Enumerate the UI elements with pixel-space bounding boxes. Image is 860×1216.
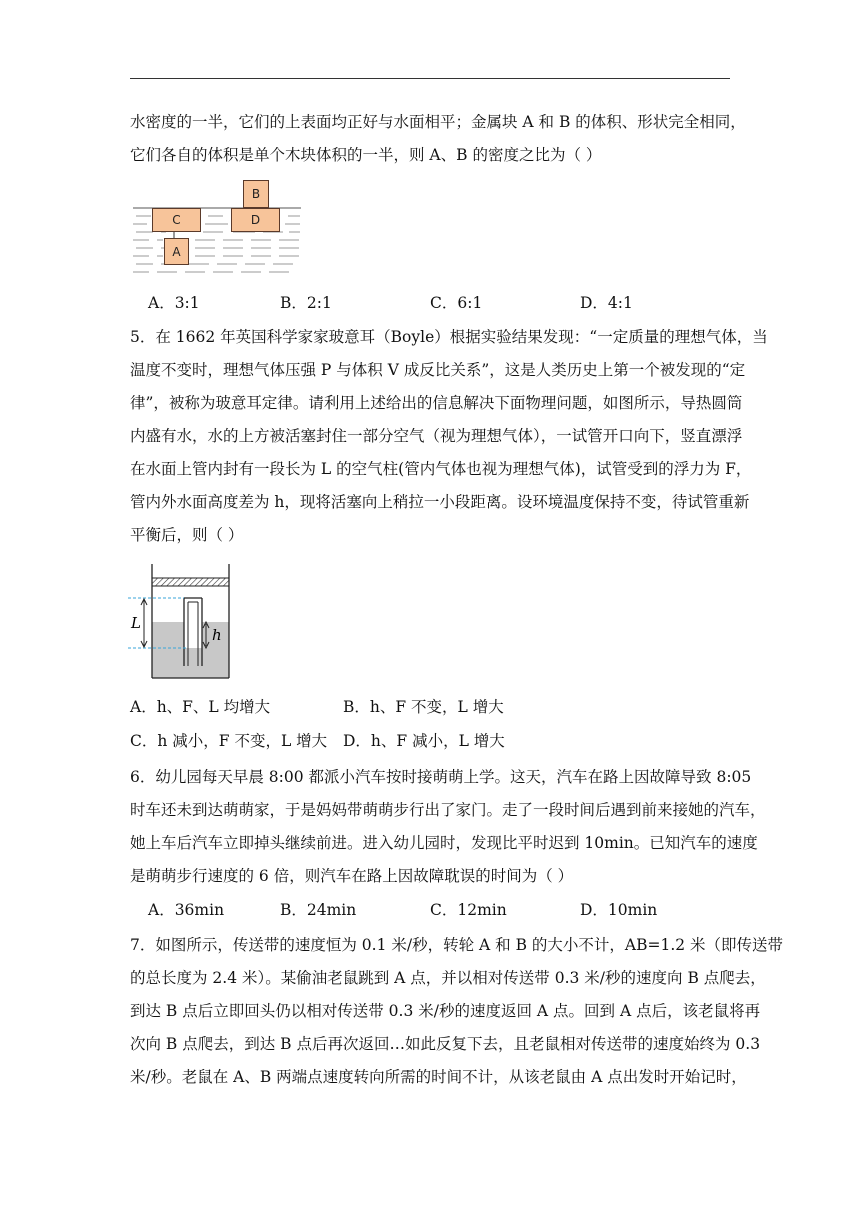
q6-option-c[interactable]: C．12min [430,901,507,919]
q4-option-d[interactable]: D．4:1 [580,294,633,312]
q6-text-line-3: 她上车后汽车立即掉头继续前进。进入幼儿园时，发现比平时迟到 10min。已知汽车的速度 [130,834,758,852]
q7-text-line-5: 米/秒。老鼠在 A、B 两端点速度转向所需的时间不计，从该老鼠由 A 点出发时开始记时， [130,1068,747,1086]
q7-text-line-3: 到达 B 点后立即回头仍以相对传送带 0.3 米/秒的速度返回 A 点。回到 A 点后，该老鼠将再 [130,1002,761,1020]
block-a: A [164,238,189,265]
q6-option-d[interactable]: D．10min [580,901,658,919]
label-l: L [131,614,141,632]
q5-text-line-7: 平衡后，则（ ） [130,526,244,544]
q5-option-a[interactable]: A．h、F、L 均增大 [130,698,271,716]
q5-text-line-6: 管内外水面高度差为 h，现将活塞向上稍拉一小段距离。设环境温度保持不变，待试管重新 [130,493,750,511]
q4-option-a[interactable]: A．3:1 [148,294,200,312]
q6-text-line-2: 时车还未到达萌萌家，于是妈妈带萌萌步行出了家门。走了一段时间后遇到前来接她的汽车， [130,801,766,819]
q5-text-line-3: 律”，被称为玻意耳定律。请利用上述给出的信息解决下面物理问题，如图所示，导热圆筒 [130,394,743,412]
q5-text-line-4: 内盛有水，水的上方被活塞封住一部分空气（视为理想气体），一试管开口向下，竖直漂浮 [130,427,743,445]
header-rule [130,78,730,79]
q6-option-b[interactable]: B．24min [280,901,357,919]
q6-option-a[interactable]: A．36min [148,901,225,919]
q5-text-line-1: 5．在 1662 年英国科学家家玻意耳（Boyle）根据实验结果发现：“一定质量的理想气体，当 [130,328,768,346]
q4-option-b[interactable]: B．2:1 [280,294,332,312]
q5-option-d[interactable]: D．h、F 减小，L 增大 [343,732,505,750]
q7-text-line-4: 次向 B 点爬去，到达 B 点后再次返回…如此反复下去，且老鼠相对传送带的速度始终为 0.3 [130,1035,761,1053]
q5-text-line-5: 在水面上管内封有一段长为 L 的空气柱(管内气体也视为理想气体)，试管受到的浮力为 F， [130,460,752,478]
q4-figure [133,178,301,278]
block-c: C [152,208,201,232]
q5-text-line-2: 温度不变时，理想气体压强 P 与体积 V 成反比关系”，这是人类历史上第一个被发现的“定 [130,361,746,379]
q7-text-line-2: 的总长度为 2.4 米）。某偷油老鼠跳到 A 点，并以相对传送带 0.3 米/秒的速度向 B 点爬去， [130,969,766,987]
block-d: D [231,208,280,232]
q6-text-line-4: 是萌萌步行速度的 6 倍，则汽车在路上因故障耽误的时间为（ ） [130,867,574,885]
q7-text-line-1: 7．如图所示，传送带的速度恒为 0.1 米/秒，转轮 A 和 B 的大小不计，AB=1.2 米（即传送带 [130,936,784,954]
block-b: B [243,180,269,208]
label-h: h [212,626,222,644]
q5-figure [128,562,238,682]
q4-text-line-1: 水密度的一半，它们的上表面均正好与水面相平；金属块 A 和 B 的体积、形状完全相同， [130,113,746,131]
cylinder-diagram [128,562,238,682]
q6-text-line-1: 6．幼儿园每天早晨 8:00 都派小汽车按时接萌萌上学。这天，汽车在路上因故障导致 8:05 [130,768,752,786]
q5-option-b[interactable]: B．h、F 不变，L 增大 [343,698,504,716]
q5-option-c[interactable]: C．h 减小，F 不变，L 增大 [130,732,328,750]
q4-text-line-2: 它们各自的体积是单个木块体积的一半，则 A、B 的密度之比为（ ） [130,146,602,164]
q4-option-c[interactable]: C．6:1 [430,294,483,312]
